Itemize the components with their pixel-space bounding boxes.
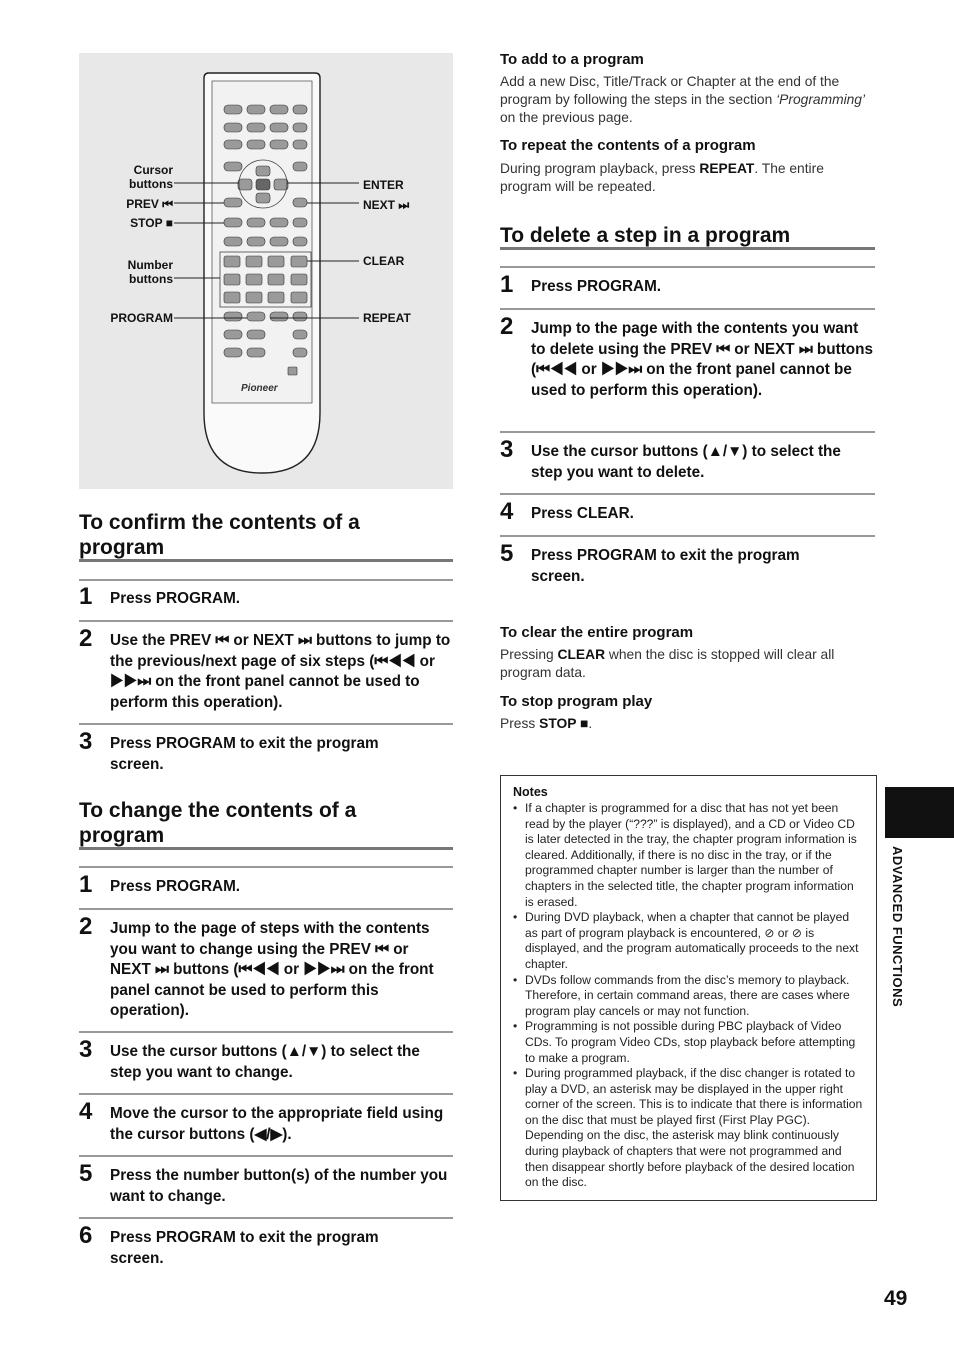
clear-heading: To clear the entire program	[500, 624, 694, 641]
divider	[79, 620, 453, 622]
label-enter: ENTER	[363, 178, 404, 192]
step-text: Use the PREV ⏮ or NEXT ⏭ buttons to jump to the previous/next page of six steps (⏮◀◀ or ▶▶⏭ on the front panel cannot be used to perform this operation).	[110, 632, 451, 711]
label-clear: CLEAR	[363, 254, 405, 268]
label-cursor-buttons: Cursor buttons	[129, 163, 173, 191]
confirm-title-rule	[79, 559, 453, 562]
clear-text-part: when the disc is stopped will clear all program data.	[500, 647, 835, 680]
step-text: Use the cursor buttons (▲/▼) to select the step you want to delete.	[531, 443, 841, 481]
remote-brand: Pioneer	[241, 383, 278, 394]
add-text-part: Add a new Disc, Title/Track or Chapter at the end of the program by following the steps in the section	[500, 74, 840, 107]
notes-box	[500, 775, 877, 1201]
delete-title: To delete a step in a program	[500, 224, 791, 247]
side-tab-label: ADVANCED FUNCTIONS	[890, 846, 905, 1008]
step-text: Jump to the page with the contents you want to delete using the PREV ⏮ or NEXT ⏭ buttons (⏮◀◀ or ▶▶⏭ on the front panel cannot be used to perform this operation).	[531, 320, 873, 399]
step-text: Press PROGRAM to exit the program screen.	[110, 1229, 379, 1267]
divider	[500, 493, 875, 495]
clear-text	[500, 646, 872, 682]
divider	[79, 1155, 453, 1157]
divider	[79, 723, 453, 725]
stop-heading: To stop program play	[500, 693, 653, 710]
step-text: Press the number button(s) of the number you want to change.	[110, 1167, 448, 1205]
divider	[79, 1093, 453, 1095]
side-tab-block	[885, 787, 954, 838]
divider	[500, 431, 875, 433]
step-text: Press CLEAR.	[531, 505, 634, 522]
step-number: 3	[79, 728, 93, 755]
divider	[79, 579, 453, 581]
step-number: 1	[79, 871, 93, 898]
stop-text-part: .	[588, 716, 593, 731]
repeat-text-part: During program playback, press	[500, 161, 696, 176]
clear-text-part: Pressing	[500, 647, 554, 662]
repeat-heading: To repeat the contents of a program	[500, 137, 756, 154]
note-item: • During DVD playback, when a chapter that cannot be played as part of program playback is encountered, ⊘ or ⊘ is displayed, and the program automatically proceeds to the next chapter.	[513, 910, 864, 972]
notes-title: Notes	[513, 785, 548, 799]
step-number: 2	[500, 313, 514, 340]
repeat-text-part: . The entire program will be repeated.	[500, 161, 824, 194]
step-text: Jump to the page of steps with the contents you want to change using the PREV ⏮ or NEXT ⏭ buttons (⏮◀◀ or ▶▶⏭ on the front panel cannot be used to perform this operation).	[110, 920, 434, 1019]
step-text: Press PROGRAM to exit the program screen.	[110, 735, 379, 773]
add-text-emphasis: ‘Programming’	[776, 92, 866, 107]
label-prev: PREV ⏮	[126, 197, 173, 211]
divider	[79, 908, 453, 910]
stop-text-part: Press	[500, 716, 536, 731]
label-program: PROGRAM	[110, 311, 173, 325]
add-heading: To add to a program	[500, 51, 644, 68]
remote-figure	[79, 53, 453, 489]
delete-title-rule	[500, 247, 875, 250]
divider	[79, 866, 453, 868]
label-next: NEXT ⏭	[363, 198, 410, 212]
step-text: Press PROGRAM.	[110, 878, 241, 895]
note-item: • Programming is not possible during PBC playback of Video CDs. To program Video CDs, stop playback before attempting to make a program.	[513, 1019, 864, 1066]
page-number: 49	[884, 1287, 908, 1310]
step-number: 6	[79, 1222, 93, 1249]
note-item: • DVDs follow commands from the disc’s memory to playback. Therefore, in certain command areas, there are cases where program play cancels or may not function.	[513, 973, 864, 1020]
clear-text-bold: CLEAR	[557, 647, 606, 662]
repeat-text	[500, 160, 860, 196]
divider	[500, 535, 875, 537]
step-number: 2	[79, 913, 93, 940]
label-stop: STOP ■	[130, 216, 173, 230]
add-text-part: on the previous page.	[500, 110, 633, 125]
step-number: 1	[79, 583, 93, 610]
label-number-buttons: Number buttons	[127, 258, 173, 286]
change-title: To change the contents of a program	[79, 799, 357, 847]
note-item: • During programmed playback, if the disc changer is rotated to play a DVD, an asterisk may be displayed in the upper right corner of the screen. This is to indicate that there is information on the disc that must be played first (First Play PGC). Depending on the disc, the asterisk may blink continuously during playback of chapters that were not programmed and then disappear shortly before playback of the desired location on the disc.	[513, 1066, 864, 1191]
note-item: • If a chapter is programmed for a disc that has not yet been read by the player (“???” is displayed), and a CD or Video CD is later detected in the tray, the chapter program information is cleared. Additionally, if there is no disc in the tray, or if the programmed chapter number is larger than the number of chapters in the selected title, the chapter program information is erased.	[513, 801, 864, 910]
step-text: Move the cursor to the appropriate field using the cursor buttons (◀/▶).	[110, 1105, 444, 1143]
step-number: 5	[79, 1160, 93, 1187]
step-text: Press PROGRAM.	[110, 590, 241, 607]
step-number: 4	[500, 498, 514, 525]
step-number: 1	[500, 271, 514, 298]
confirm-title: To confirm the contents of a program	[79, 511, 360, 559]
divider	[500, 266, 875, 268]
step-number: 5	[500, 540, 514, 567]
divider	[79, 1031, 453, 1033]
divider	[500, 308, 875, 310]
add-text	[500, 73, 872, 127]
label-repeat: REPEAT	[363, 311, 411, 325]
stop-text-bold: STOP ■	[539, 716, 589, 731]
step-text: Use the cursor buttons (▲/▼) to select the step you want to change.	[110, 1043, 420, 1081]
step-text: Press PROGRAM.	[531, 278, 662, 295]
repeat-text-bold: REPEAT	[699, 161, 755, 176]
step-number: 3	[79, 1036, 93, 1063]
step-number: 4	[79, 1098, 93, 1125]
change-title-rule	[79, 847, 453, 850]
divider	[79, 1217, 453, 1219]
step-text: Press PROGRAM to exit the program screen.	[531, 547, 800, 585]
stop-text	[500, 715, 592, 733]
step-number: 2	[79, 625, 93, 652]
step-number: 3	[500, 436, 514, 463]
